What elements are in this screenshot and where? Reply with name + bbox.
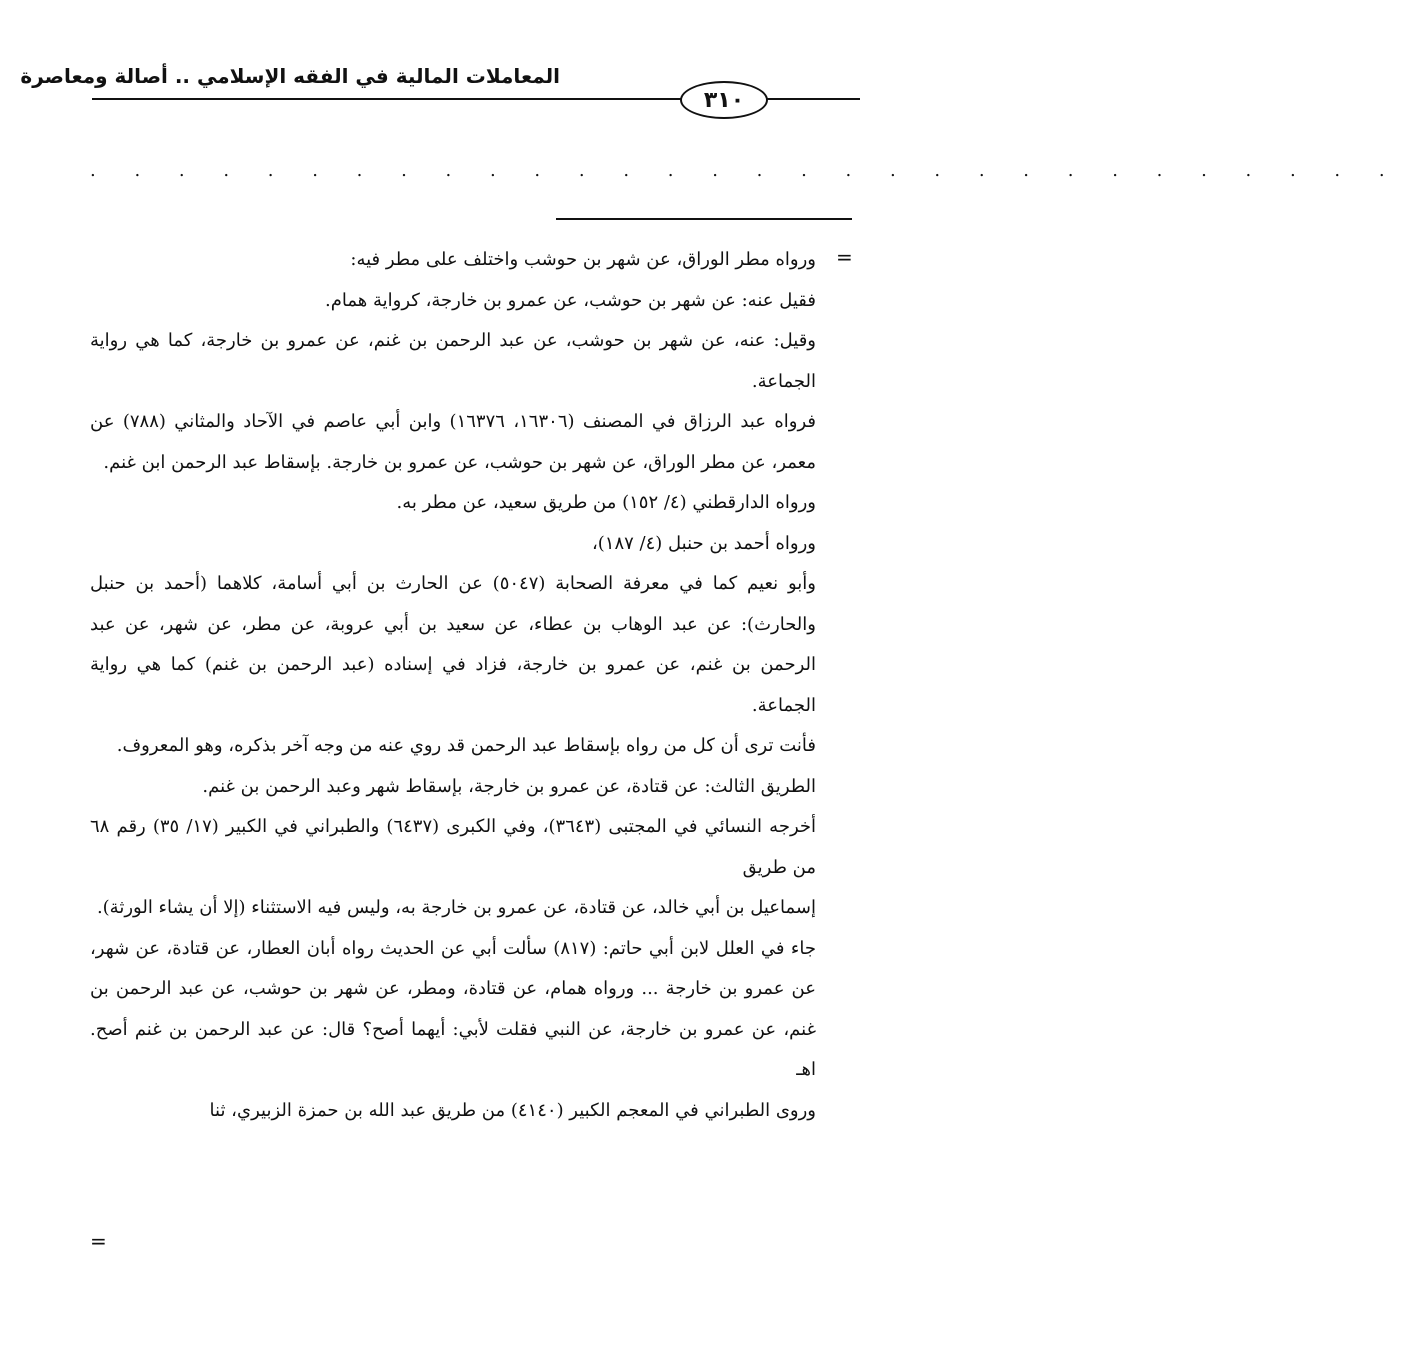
footnote-text — [90, 240, 816, 1131]
paragraph: فقيل عنه: عن شهر بن حوشب، عن عمرو بن خارجة، كرواية همام. — [325, 289, 816, 311]
book-title: المعاملات المالية في الفقه الإسلامي .. أصالة ومعاصرة — [20, 64, 560, 88]
footnote-rule — [556, 218, 852, 220]
paragraph: فرواه عبد الرزاق في المصنف (١٦٣٠٦، ١٦٣٧٦) وابن أبي عاصم في الآحاد والمثاني (٧٨٨) عن معمر، عن مطر الوراق، عن شهر بن حوشب، عن عمرو بن خارجة. بإسقاط عبد الرحمن ابن غنم. — [90, 411, 816, 473]
paragraph: الطريق الثالث: عن قتادة، عن عمرو بن خارجة، بإسقاط شهر وعبد الرحمن بن غنم. — [202, 775, 816, 797]
separator-dots: . . . . . . . . . . . . . . . . . . . . . . . . . . . . . . — [90, 160, 1401, 181]
paragraph: أخرجه النسائي في المجتبى (٣٦٤٣)، وفي الكبرى (٦٤٣٧) والطبراني في الكبير (١٧/ ٣٥) رقم ٦٨ من طريق — [90, 816, 816, 878]
continuation-mark-top: = — [836, 245, 853, 269]
paragraph: وأبو نعيم كما في معرفة الصحابة (٥٠٤٧) عن الحارث بن أبي أسامة، كلاهما (أحمد بن حنبل والحارث): عن عبد الوهاب بن عطاء، عن سعيد بن أبي عروبة، عن مطر، عن شهر، عن عبد الرحمن بن غنم، عن عمرو بن خارجة، فزاد في إسناده (عبد الرحمن بن غنم) كما هي رواية الجماعة. — [90, 573, 816, 716]
paragraph: وروى الطبراني في المعجم الكبير (٤١٤٠) من طريق عبد الله بن حمزة الزبيري، ثنا — [209, 1099, 816, 1121]
paragraph: إسماعيل بن أبي خالد، عن قتادة، عن عمرو بن خارجة به، وليس فيه الاستثناء (إلا أن يشاء الورثة). — [96, 897, 816, 918]
paragraph: وقيل: عنه، عن شهر بن حوشب، عن عبد الرحمن بن غنم، عن عمرو بن خارجة، كما هي رواية الجماعة. — [90, 330, 816, 392]
continuation-mark-bottom: = — [90, 1229, 107, 1253]
paragraph: ورواه أحمد بن حنبل (٤/ ١٨٧)، — [591, 532, 816, 554]
paragraph: جاء في العلل لابن أبي حاتم: (٨١٧) سألت أبي عن الحديث رواه أبان العطار، عن قتادة، عن شهر، عن عمرو بن خارجة ... ورواه همام، عن قتادة، ومطر، عن شهر بن حوشب، عن عبد الرحمن بن غنم، عن عمرو بن خارجة، عن النبي فقلت لأبي: أيهما أصح؟ قال: عن عبد الرحمن بن غنم أصح. اهـ — [90, 937, 816, 1080]
page-number: ٣١٠ — [680, 81, 768, 119]
paragraph: ورواه الدارقطني (٤/ ١٥٢) من طريق سعيد، عن مطر به. — [396, 492, 816, 513]
paragraph: فأنت ترى أن كل من رواه بإسقاط عبد الرحمن قد روي عنه من وجه آخر بذكره، وهو المعروف. — [116, 735, 816, 756]
running-header — [20, 58, 860, 128]
paragraph: ورواه مطر الوراق، عن شهر بن حوشب واختلف على مطر فيه: — [350, 249, 816, 270]
